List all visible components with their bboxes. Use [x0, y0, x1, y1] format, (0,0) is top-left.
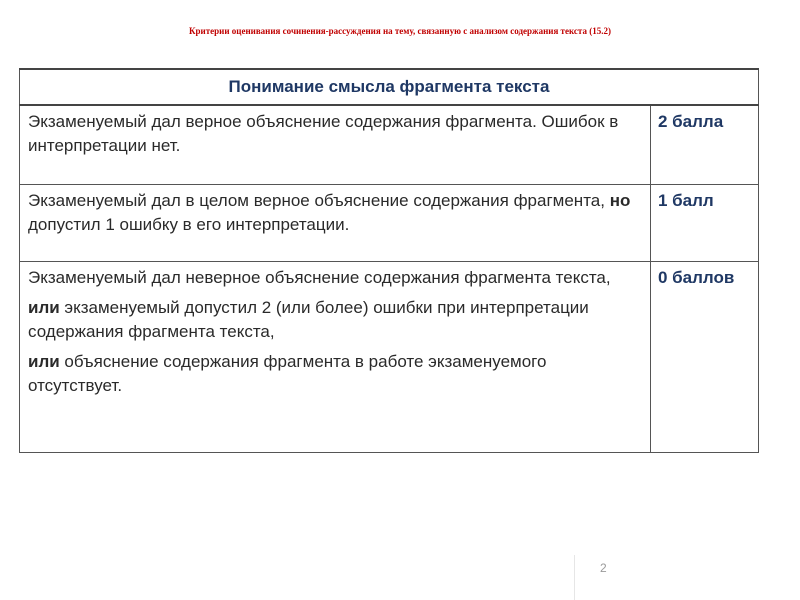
keyword-but: но — [609, 191, 631, 210]
table-header: Понимание смысла фрагмента текста — [20, 69, 759, 105]
criterion-text: экзаменуемый допустил 2 (или более) ошибки при интерпретации содержания фрагмента текста, — [28, 298, 589, 341]
criterion-paragraph — [28, 266, 642, 290]
criterion-text: Экзаменуемый дал в целом верное объяснение содержания фрагмента, — [28, 191, 610, 210]
slide-title: Критерии оценивания сочинения-рассуждения на тему, связанную с анализом содержания текста (15.2) — [189, 26, 611, 36]
criterion-paragraph — [28, 350, 642, 398]
footer-divider — [574, 555, 575, 600]
criterion-text: Экзаменуемый дал верное объяснение содержания фрагмента. Ошибок в интерпретации нет. — [28, 112, 619, 155]
score-value: 0 баллов — [651, 262, 759, 453]
criterion-text: Экзаменуемый дал неверное объяснение содержания фрагмента текста, — [28, 268, 611, 287]
criterion-paragraph — [28, 296, 642, 344]
criteria-table — [19, 68, 759, 453]
criterion-description — [20, 105, 651, 185]
score-value: 1 балл — [651, 185, 759, 262]
table-header-row — [20, 69, 759, 105]
keyword-or: или — [28, 298, 60, 317]
table-row — [20, 262, 759, 453]
page-number: 2 — [600, 561, 607, 575]
criterion-description — [20, 262, 651, 453]
score-value: 2 балла — [651, 105, 759, 185]
criterion-text: объяснение содержания фрагмента в работе экзаменуемого отсутствует. — [28, 352, 547, 395]
table-row — [20, 185, 759, 262]
criterion-text: допустил 1 ошибку в его интерпретации. — [28, 215, 350, 234]
criterion-description — [20, 185, 651, 262]
table-row — [20, 105, 759, 185]
keyword-or: или — [28, 352, 60, 371]
